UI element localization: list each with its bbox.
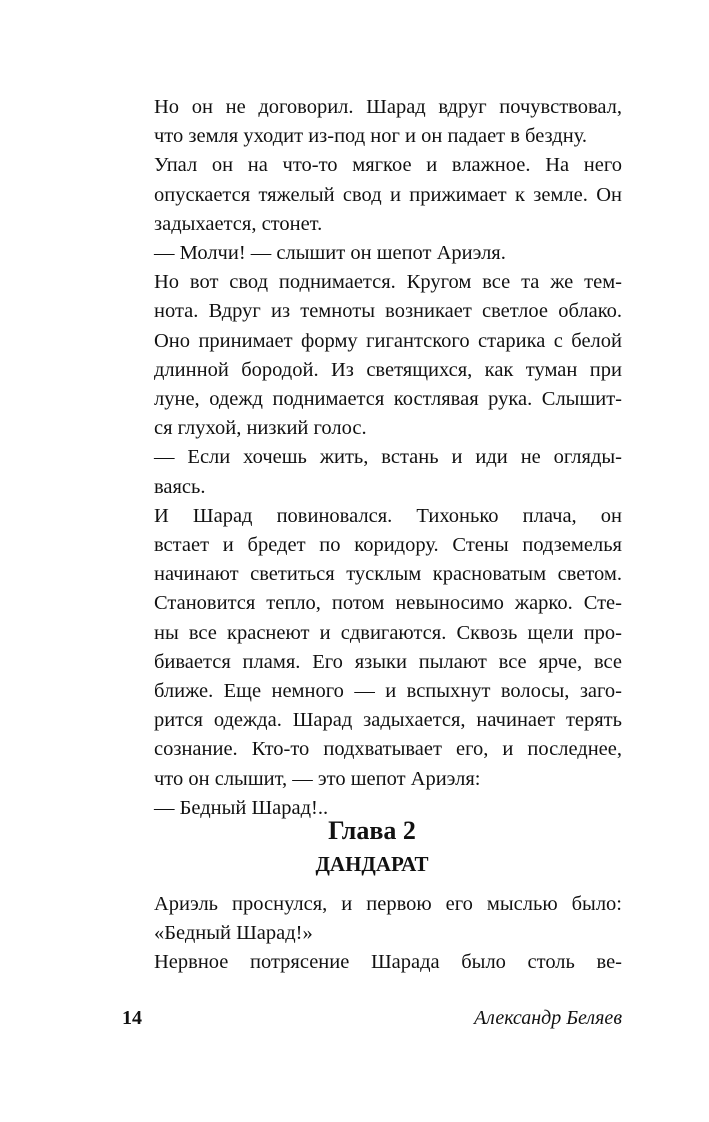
- text-line: нота. Вдруг из темноты возникает светлое облако.: [154, 300, 622, 323]
- text-line: И Шарад повиновался. Тихонько плача, он: [154, 504, 622, 527]
- text-line: Становится тепло, потом невыносимо жарко. Сте-: [154, 592, 622, 615]
- text-line: луне, одежд поднимается костлявая рука. Слышит-: [154, 388, 622, 411]
- text-line: встает и бредет по коридору. Стены подземелья: [154, 534, 622, 557]
- text-line: бивается пламя. Его языки пылают все ярче, все: [154, 650, 622, 673]
- chapter-1-ending-text: [122, 93, 622, 823]
- paragraph: [122, 93, 622, 151]
- chapter-title: Глава 2: [328, 816, 416, 845]
- paragraph: [122, 890, 622, 948]
- text-line: Ариэль проснулся, и первою его мыслью было:: [154, 893, 622, 915]
- text-line: Нервное потрясение Шарада было столь ве-: [154, 951, 622, 974]
- chapter-2-opening-text: [122, 890, 622, 978]
- text-line: ближе. Еще немного — и вспыхнут волосы, заго-: [154, 680, 622, 703]
- text-line: опускается тяжелый свод и прижимает к земле. Он: [154, 183, 622, 206]
- paragraph: [122, 151, 622, 239]
- text-line: что земля уходит из-под ног и он падает в бездну.: [154, 125, 588, 148]
- text-line: рится одежда. Шарад задыхается, начинает терять: [154, 709, 622, 732]
- paragraph: [122, 948, 622, 977]
- text-line: «Бедный Шарад!»: [154, 922, 313, 945]
- running-footer-author: Александр Беляев: [473, 1007, 622, 1029]
- text-line: Но вот свод поднимается. Кругом все та же тем-: [154, 271, 622, 294]
- text-line: Но он не договорил. Шарад вдруг почувствовал,: [154, 96, 622, 118]
- text-line: — Бедный Шарад!..: [154, 796, 329, 819]
- text-line: длинной бородой. Из светящихся, как туман при: [154, 358, 622, 381]
- text-line: Упал он на что-то мягкое и влажное. На него: [154, 154, 622, 177]
- chapter-subtitle: ДАНДАРАТ: [315, 852, 429, 876]
- paragraph: [122, 268, 622, 443]
- paragraph: [122, 443, 622, 501]
- text-line: сознание. Кто-то подхватывает его, и последнее,: [154, 738, 622, 761]
- text-line: начинают светиться тусклым красноватым светом.: [154, 563, 622, 586]
- text-line: что он слышит, — это шепот Ариэля:: [154, 767, 481, 790]
- paragraph: [122, 502, 622, 794]
- page-number: 14: [122, 1007, 142, 1029]
- text-line: задыхается, стонет.: [154, 212, 323, 235]
- text-line: ся глухой, низкий голос.: [154, 417, 367, 440]
- text-line: — Молчи! — слышит он шепот Ариэля.: [154, 242, 506, 265]
- text-line: — Если хочешь жить, встань и иди не огляды-: [154, 446, 622, 469]
- text-line: Оно принимает форму гигантского старика с белой: [154, 329, 622, 352]
- paragraph: [122, 239, 622, 268]
- text-line: ваясь.: [154, 475, 206, 498]
- text-line: ны все краснеют и сдвигаются. Сквозь щели про-: [154, 621, 622, 644]
